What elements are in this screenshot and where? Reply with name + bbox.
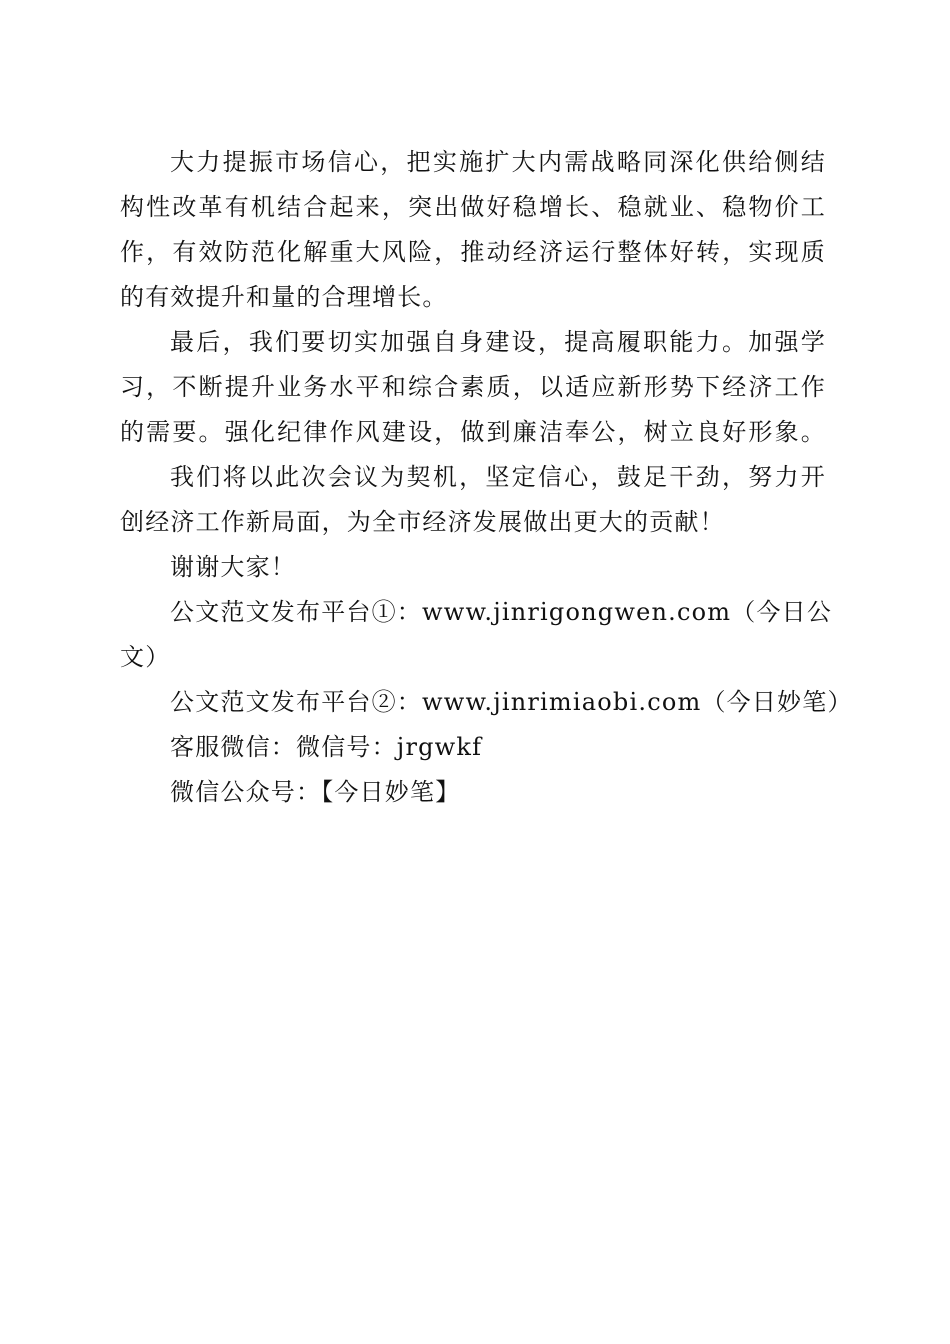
paragraph-self-building — [120, 320, 826, 455]
text-line: 微信公众号：【今日妙笔】 — [170, 778, 461, 806]
text-line: 文） — [120, 643, 171, 671]
paragraph-economy — [120, 140, 826, 320]
text-line: 创经济工作新局面，为全市经济发展做出更大的贡献！ — [120, 508, 725, 536]
text-line: 谢谢大家！ — [170, 553, 296, 581]
paragraph-closing — [120, 455, 826, 545]
text-line: 公文范文发布平台②：www.jinrimiaobi.com（今日妙笔） — [170, 688, 853, 716]
service-wechat — [120, 725, 826, 770]
text-line: 作，有效防范化解重大风险，推动经济运行整体好转，实现质 — [120, 238, 826, 266]
wechat-official-account — [120, 770, 826, 815]
text-line: 我们将以此次会议为契机，坚定信心，鼓足干劲，努力开 — [170, 463, 826, 491]
paragraph-thanks — [120, 545, 826, 590]
text-line: 的需要。强化纪律作风建设，做到廉洁奉公，树立良好形象。 — [120, 418, 826, 446]
text-line: 最后，我们要切实加强自身建设，提高履职能力。加强学 — [170, 328, 826, 356]
text-line: 客服微信：微信号：jrgwkf — [170, 733, 483, 761]
text-line: 大力提振市场信心，把实施扩大内需战略同深化供给侧结 — [170, 148, 826, 176]
platform-2-link — [120, 680, 853, 725]
platform-1-link — [120, 590, 833, 680]
document-body — [120, 140, 853, 815]
text-line: 公文范文发布平台①：www.jinrigongwen.com（今日公 — [170, 598, 833, 626]
text-line: 的有效提升和量的合理增长。 — [120, 283, 448, 311]
text-line: 构性改革有机结合起来，突出做好稳增长、稳就业、稳物价工 — [120, 193, 826, 221]
text-line: 习，不断提升业务水平和综合素质，以适应新形势下经济工作 — [120, 373, 826, 401]
